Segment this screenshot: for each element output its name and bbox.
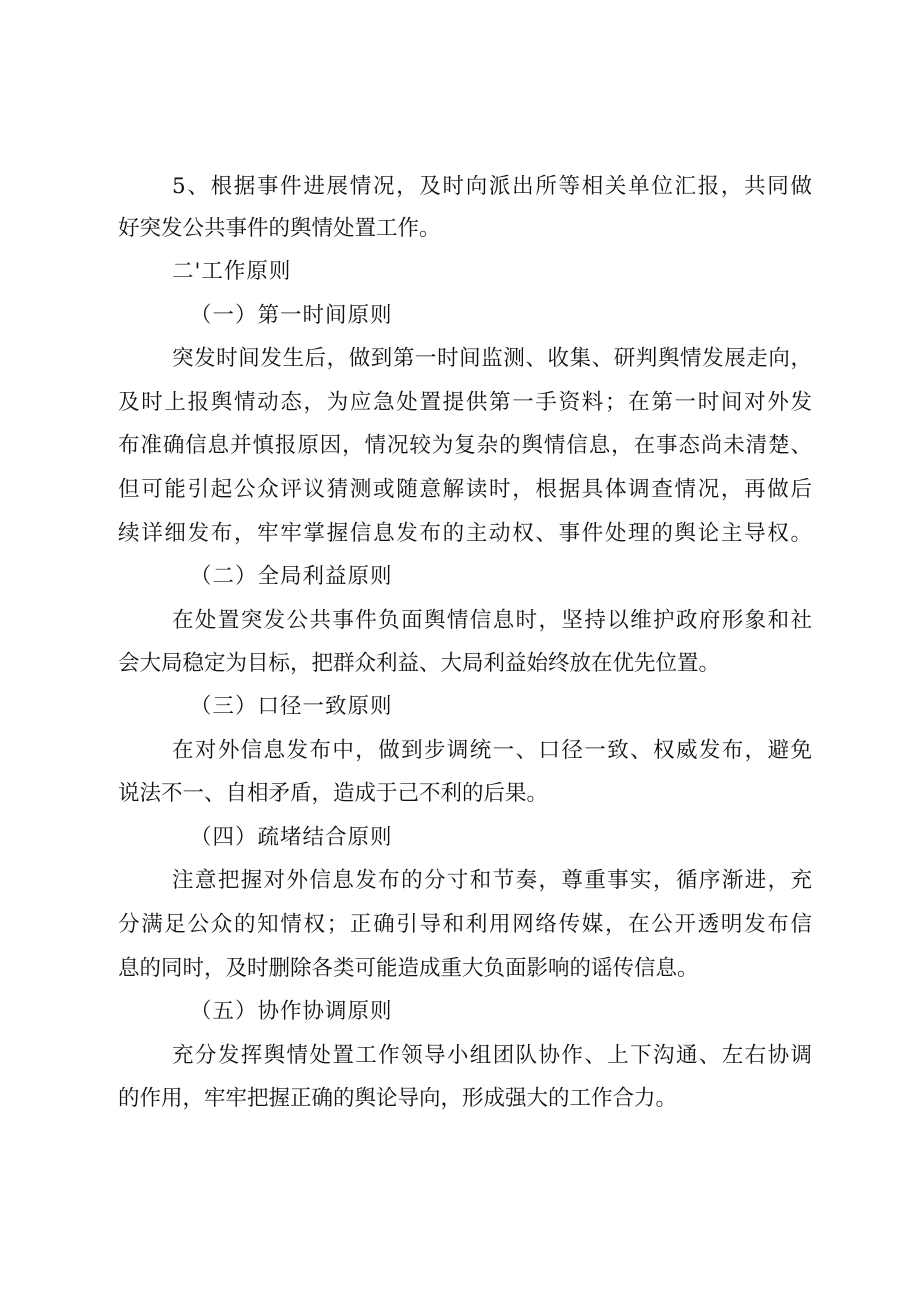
principle-title: （五）协作协调原则	[190, 999, 393, 1024]
principle-title: （二）全局利益原则	[190, 564, 393, 589]
principle-title: （四）疏堵结合原则	[190, 825, 393, 850]
principle-title: （三）口径一致原则	[190, 694, 393, 719]
paragraph-line: 续详细发布，牢牢掌握信息发布的主动权、事件处理的舆论主导权。	[118, 521, 812, 546]
paragraph-line: 息的同时，及时删除各类可能造成重大负面影响的谣传信息。	[118, 956, 699, 981]
paragraph-line: 分满足公众的知情权；正确引导和利用网络传媒，在公开透明发布信	[118, 912, 812, 937]
paragraph-line: 但可能引起公众评议猜测或随意解读时，根据具体调查情况，再做后	[118, 477, 812, 502]
paragraph-line: 在处置突发公共事件负面舆情信息时，坚持以维护政府形象和社	[172, 608, 812, 633]
paragraph-line: 好突发公共事件的舆情处置工作。	[118, 216, 441, 241]
paragraph-line: 的作用，牢牢把握正确的舆论导向，形成强大的工作合力。	[118, 1086, 678, 1111]
section-heading: 二'工作原则	[172, 259, 292, 284]
paragraph-line: 在对外信息发布中，做到步调统一、口径一致、权威发布，避免	[172, 738, 812, 763]
paragraph-line: 5、根据事件进展情况，及时向派出所等相关单位汇报，共同做	[172, 174, 812, 199]
paragraph-line: 说法不一、自相矛盾，造成于己不利的后果。	[118, 781, 549, 806]
principle-title: （一）第一时间原则	[190, 303, 393, 328]
paragraph-line: 会大局稳定为目标，把群众利益、大局利益始终放在优先位置。	[118, 651, 721, 676]
paragraph-line: 充分发挥舆情处置工作领导小组团队协作、上下沟通、左右协调	[172, 1043, 812, 1068]
paragraph-line: 注意把握对外信息发布的分寸和节奏，尊重事实，循序渐进，充	[172, 868, 812, 893]
paragraph-line: 布准确信息并慎报原因，情况较为复杂的舆情信息，在事态尚未清楚、	[118, 433, 812, 458]
paragraph-line: 突发时间发生后，做到第一时间监测、收集、研判舆情发展走向，	[172, 346, 812, 371]
paragraph-line: 及时上报舆情动态，为应急处置提供第一手资料；在第一时间对外发	[118, 390, 812, 415]
